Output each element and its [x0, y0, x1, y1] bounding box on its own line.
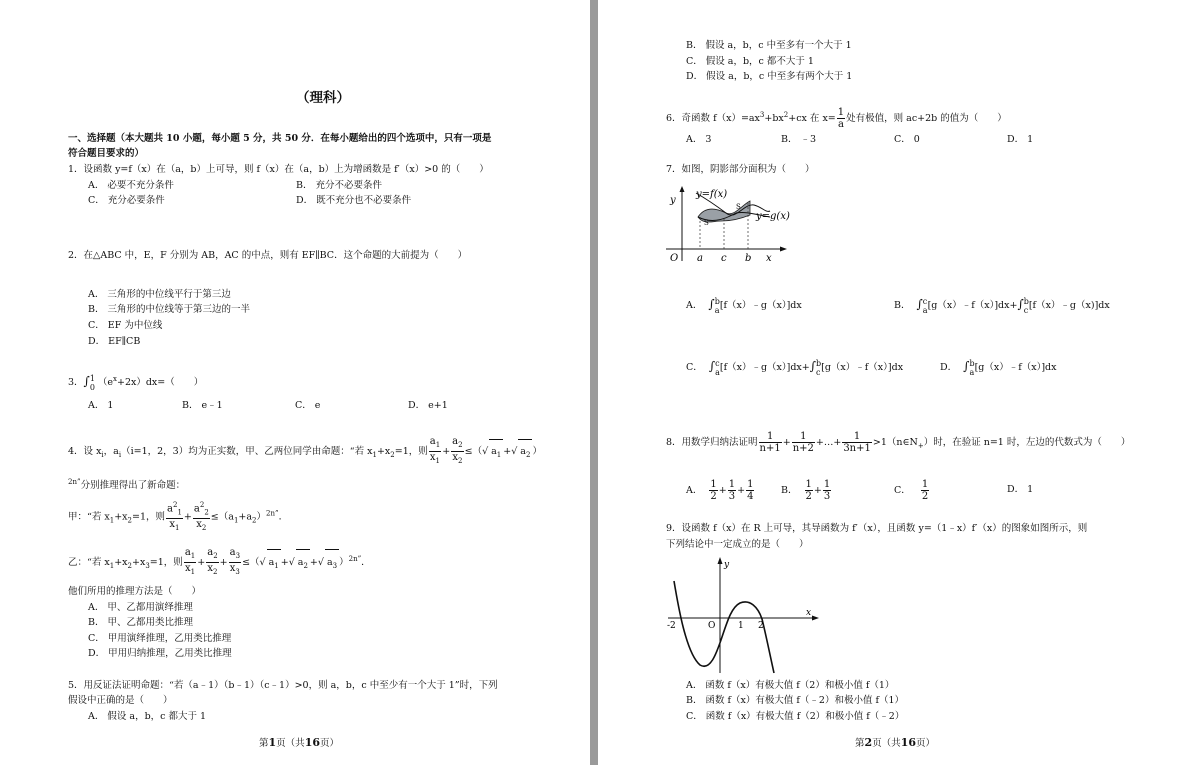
q3-option-a: A． 1: [88, 400, 114, 411]
q7-fig-s1-label: S: [704, 219, 709, 227]
q6-option-d: D． 1: [1007, 134, 1034, 145]
q5-option-b: B． 假设 a，b，c 中至多有一个大于 1: [686, 40, 852, 51]
q9-fig-x-label: x: [806, 608, 812, 618]
q8-option-c: C． $\frac{1}{2}$: [894, 479, 929, 502]
q9-figure: [664, 555, 824, 675]
q2-option-d: D． EF∥CB: [88, 336, 141, 347]
q3-option-b: B． e﹣1: [182, 400, 223, 411]
q9-fig-minus2-label: -2: [667, 621, 676, 631]
q9-line1: 9．设函数 f（x）在 R 上可导，其导函数为 f′（x），且函数 y=（1﹣x）f′（x）的图象如图所示，则: [666, 523, 1088, 534]
section-heading-line2: 符合题目要求的）: [68, 148, 145, 159]
q2-stem: 2．在△ABC 中，E，F 分别为 AB，AC 的中点，则有 EF∥BC．这个命题的大前提为（ ）: [68, 250, 468, 261]
page-footer-1: 第1页（共16页）: [259, 736, 340, 749]
q5-option-a: A． 假设 a，b，c 都大于 1: [88, 711, 207, 722]
q5-line1: 5．用反证法证明命题：“若（a﹣1）（b﹣1）（c﹣1）>0，则 a，b，c 中至少有一个大于 1”时，下列: [68, 680, 498, 691]
q4-line2: $^{2n”}$分别推理得出了新命题：: [68, 478, 186, 492]
q8-stem: 8．用数学归纳法证明 $\frac{1}{n+1}$ + $\frac{1}{n+2}$ +…+ $\frac{1}{3n+1}$ $>1(n\in N_+)$时，在验证 n=1 时，左边的代数式为（ ）: [666, 431, 1131, 454]
q1-stem: 1．设函数 y=f（x）在（a，b）上可导，则 f（x）在（a，b）上为增函数是 f′（x）>0 的（ ）: [68, 164, 489, 175]
q7-stem: 7．如图，阴影部分面积为（ ）: [666, 164, 815, 175]
q5-option-d: D． 假设 a，b，c 中至多有两个大于 1: [686, 71, 853, 82]
q9-fig-origin-label: O: [708, 621, 716, 631]
q2-option-a: A． 三角形的中位线平行于第三边: [88, 289, 231, 300]
q6-option-a: A． 3: [686, 134, 712, 145]
q7-fig-x-label: x: [766, 253, 772, 264]
q7-fig-origin-label: O: [670, 253, 679, 264]
section-heading-line1: 一、选择题（本大题共 10 小题，每小题 5 分，共 50 分．在每小题给出的四个选项中，只有一项是: [68, 133, 492, 144]
q3-option-d: D． e+1: [408, 400, 448, 411]
q4-jia: 甲：“若 $x_1+x_2=1$，则 $\frac{a^2_1}{x_1}$ + $\frac{a^2_2}{x_2}$ $\le(a_1+a_2)^{2n”}$．: [68, 501, 289, 533]
q5-option-c: C． 假设 a，b，c 都不大于 1: [686, 56, 814, 67]
q7-fig-a-label: a: [697, 253, 703, 264]
q7-fig-f-label: y=f(x): [696, 189, 728, 200]
q7-option-c: C． ∫ c a [f（x）﹣g（x）]dx+∫ b c [g（x）﹣f（x）]dx: [686, 358, 904, 377]
q9-fig-1-label: 1: [738, 621, 744, 631]
q2-option-c: C． EF 为中位线: [88, 320, 163, 331]
q7-fig-b-label: b: [745, 253, 752, 264]
q7-fig-y-label: y: [670, 195, 676, 206]
q6-option-c: C． 0: [894, 134, 920, 145]
q7-option-a: A． ∫ b a [f（x）﹣g（x）]dx: [686, 296, 802, 315]
page-2: [598, 0, 1192, 765]
q9-line2: 下列结论中一定成立的是（ ）: [666, 539, 809, 550]
q4-option-d: D． 甲用归纳推理，乙用类比推理: [88, 648, 232, 659]
q3-option-c: C． e: [295, 400, 321, 411]
q8-option-d: D． 1: [1007, 484, 1034, 495]
q7-fig-g-label: y=g(x): [756, 211, 790, 222]
q9-option-a: A． 函数 f（x）有极大值 f（2）和极小值 f（1）: [686, 680, 895, 691]
q5-line2: 假设中正确的是（ ）: [68, 695, 173, 706]
q1-option-a: A． 必要不充分条件: [88, 180, 174, 191]
q9-fig-y-label: y: [724, 560, 730, 570]
q7-figure: [662, 183, 792, 265]
q9-option-b: B． 函数 f（x）有极大值 f（﹣2）和极小值 f（1）: [686, 695, 905, 706]
q4-line1: 4．设 $x_i$，$a_i(i=1$，2，3）均为正实数，甲、乙两位同学由命题：“若 $x_1+x_2=1$，则 $\frac{a_1}{x_1}$ + $\frac{a_2}{x_2}$ ≤（√ $a_1$ +√ $a_2$ ）: [68, 436, 542, 465]
q1-option-b: B． 充分不必要条件: [296, 180, 383, 191]
q9-fig-2-label: 2: [758, 621, 764, 631]
q1-option-c: C． 充分必要条件: [88, 195, 165, 206]
q7-option-d: D． ∫ b a [g（x）﹣f（x）]dx: [940, 358, 1057, 377]
q8-option-a: A． $\frac{1}{2}$ + $\frac{1}{3}$ + $\frac{1}{4}$: [686, 479, 754, 502]
q7-fig-c-label: c: [721, 253, 727, 264]
q9-option-c: C． 函数 f（x）有极大值 f（2）和极小值 f（﹣2）: [686, 711, 905, 722]
page-1: [0, 0, 590, 765]
exam-title: （理科）: [296, 90, 350, 106]
q4-question: 他们所用的推理方法是（ ）: [68, 586, 202, 597]
q4-option-a: A． 甲、乙都用演绎推理: [88, 602, 193, 613]
q4-option-c: C． 甲用演绎推理，乙用类比推理: [88, 633, 232, 644]
q8-option-b: B． $\frac{1}{2}$ + $\frac{1}{3}$: [781, 479, 831, 502]
q7-fig-s2-label: S: [736, 203, 741, 211]
q6-option-b: B． ﹣3: [781, 134, 817, 145]
q6-stem: 6．奇函数 $f(x)=ax^3+bx^2+cx$ 在 x= $\frac{1}{a}$ 处有极值，则 ac+2b 的值为（ ）: [666, 107, 1007, 131]
q7-option-b: B． ∫ c a [g（x）﹣f（x）]dx+∫ b c [f（x）﹣g（x)]dx: [894, 296, 1110, 315]
q1-option-d: D． 既不充分也不必要条件: [296, 195, 412, 206]
q3-stem: 3．∫ 1 0 $(e^x+2x)dx=$（ ）: [68, 373, 204, 392]
q4-option-b: B． 甲、乙都用类比推理: [88, 617, 194, 628]
q4-yi: 乙：“若 $x_1+x_2+x_3=1$，则 $\frac{a_1}{x_1}$ + $\frac{a_2}{x_2}$ + $\frac{a_3}{x_3}$ ≤（√ $a_1$ +√ $a_2$ +√ $a_3$ ）$^{2n”}$．: [68, 546, 371, 579]
page-footer-2: 第2页（共16页）: [855, 736, 936, 749]
q2-option-b: B． 三角形的中位线等于第三边的一半: [88, 304, 251, 315]
